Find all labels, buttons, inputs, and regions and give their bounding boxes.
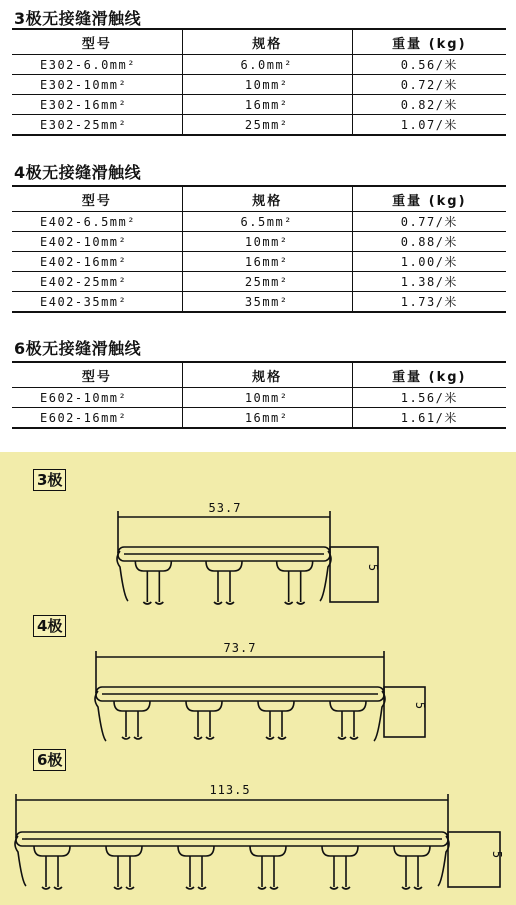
conductor-clip xyxy=(178,846,214,856)
section-title-6pole: 6极无接缝滑触线 xyxy=(14,339,142,358)
col-header-spec: 规格 xyxy=(182,29,352,55)
profile-drawings xyxy=(0,452,516,905)
table-row xyxy=(12,212,506,232)
spec-cell: 16mm² xyxy=(182,408,352,429)
label-4pole: 4极 xyxy=(33,615,66,637)
label-6pole: 6极 xyxy=(33,749,66,771)
conductor-foot xyxy=(338,737,358,739)
conductor-foot xyxy=(258,887,278,889)
col-header-spec: 规格 xyxy=(182,362,352,388)
spec-table-6pole xyxy=(12,361,506,429)
weight-cell: 0.56/米 xyxy=(352,55,506,75)
col-header-model: 型号 xyxy=(12,29,182,55)
weight-cell: 1.56/米 xyxy=(352,388,506,408)
section-title-4pole: 4极无接缝滑触线 xyxy=(14,163,142,182)
table-row xyxy=(12,55,506,75)
weight-cell: 1.38/米 xyxy=(352,272,506,292)
weight-cell: 0.77/米 xyxy=(352,212,506,232)
conductor-clip xyxy=(250,846,286,856)
col-header-spec: 规格 xyxy=(182,186,352,212)
spec-cell: 35mm² xyxy=(182,292,352,313)
weight-cell: 1.07/米 xyxy=(352,115,506,136)
dim-width-4pole: 73.7 xyxy=(223,641,257,655)
col-header-model: 型号 xyxy=(12,362,182,388)
col-header-weight: 重量 (kg) xyxy=(352,362,506,388)
dim-width-3pole: 53.7 xyxy=(208,501,242,515)
weight-cell: 1.61/米 xyxy=(352,408,506,429)
spec-cell: 16mm² xyxy=(182,95,352,115)
model-cell: E302-10mm² xyxy=(12,75,182,95)
model-cell: E602-10mm² xyxy=(12,388,182,408)
spec-table-4pole xyxy=(12,185,506,313)
table-row xyxy=(12,292,506,313)
col-header-weight: 重量 (kg) xyxy=(352,186,506,212)
dim-width-6pole: 113.5 xyxy=(209,783,251,797)
weight-cell: 1.73/米 xyxy=(352,292,506,313)
height-dimension-box xyxy=(330,547,378,602)
conductor-foot xyxy=(186,887,206,889)
conductor-clip xyxy=(394,846,430,856)
table-row xyxy=(12,115,506,136)
profile-drawing-panel xyxy=(0,452,516,905)
conductor-clip xyxy=(106,846,142,856)
table-row xyxy=(12,75,506,95)
conductor-clip xyxy=(258,701,294,711)
weight-cell: 1.00/米 xyxy=(352,252,506,272)
conductor-foot xyxy=(42,887,62,889)
label-3pole: 3极 xyxy=(33,469,66,491)
spec-cell: 25mm² xyxy=(182,272,352,292)
conductor-clip xyxy=(330,701,366,711)
spec-cell: 25mm² xyxy=(182,115,352,136)
conductor-foot xyxy=(402,887,422,889)
conductor-foot xyxy=(285,602,305,604)
conductor-clip xyxy=(322,846,358,856)
conductor-clip xyxy=(135,561,171,571)
table-row xyxy=(12,408,506,429)
spec-cell: 6.0mm² xyxy=(182,55,352,75)
conductor-foot xyxy=(122,737,142,739)
table-row xyxy=(12,95,506,115)
conductor-foot xyxy=(266,737,286,739)
spec-cell: 10mm² xyxy=(182,388,352,408)
col-header-weight: 重量 (kg) xyxy=(352,29,506,55)
table-row xyxy=(12,252,506,272)
model-cell: E602-16mm² xyxy=(12,408,182,429)
conductor-clip xyxy=(34,846,70,856)
dim-height-6pole: 5 xyxy=(490,850,504,860)
conductor-foot xyxy=(214,602,234,604)
section-title-3pole: 3极无接缝滑触线 xyxy=(14,9,142,28)
conductor-foot xyxy=(330,887,350,889)
spec-cell: 10mm² xyxy=(182,232,352,252)
model-cell: E302-16mm² xyxy=(12,95,182,115)
spec-cell: 6.5mm² xyxy=(182,212,352,232)
model-cell: E402-10mm² xyxy=(12,232,182,252)
model-cell: E402-16mm² xyxy=(12,252,182,272)
dim-height-4pole: 5 xyxy=(413,701,427,711)
table-row xyxy=(12,388,506,408)
weight-cell: 0.88/米 xyxy=(352,232,506,252)
conductor-clip xyxy=(206,561,242,571)
table-row xyxy=(12,272,506,292)
height-dimension-box xyxy=(448,832,500,887)
conductor-clip xyxy=(114,701,150,711)
conductor-foot xyxy=(194,737,214,739)
weight-cell: 0.82/米 xyxy=(352,95,506,115)
conductor-clip xyxy=(277,561,313,571)
conductor-clip xyxy=(186,701,222,711)
model-cell: E402-25mm² xyxy=(12,272,182,292)
weight-cell: 0.72/米 xyxy=(352,75,506,95)
height-dimension-box xyxy=(384,687,425,737)
conductor-foot xyxy=(114,887,134,889)
conductor-foot xyxy=(143,602,163,604)
model-cell: E302-6.0mm² xyxy=(12,55,182,75)
spec-cell: 10mm² xyxy=(182,75,352,95)
col-header-model: 型号 xyxy=(12,186,182,212)
table-row xyxy=(12,232,506,252)
spec-table-3pole xyxy=(12,28,506,136)
dim-height-3pole: 5 xyxy=(366,563,380,573)
model-cell: E402-35mm² xyxy=(12,292,182,313)
model-cell: E302-25mm² xyxy=(12,115,182,136)
model-cell: E402-6.5mm² xyxy=(12,212,182,232)
spec-cell: 16mm² xyxy=(182,252,352,272)
